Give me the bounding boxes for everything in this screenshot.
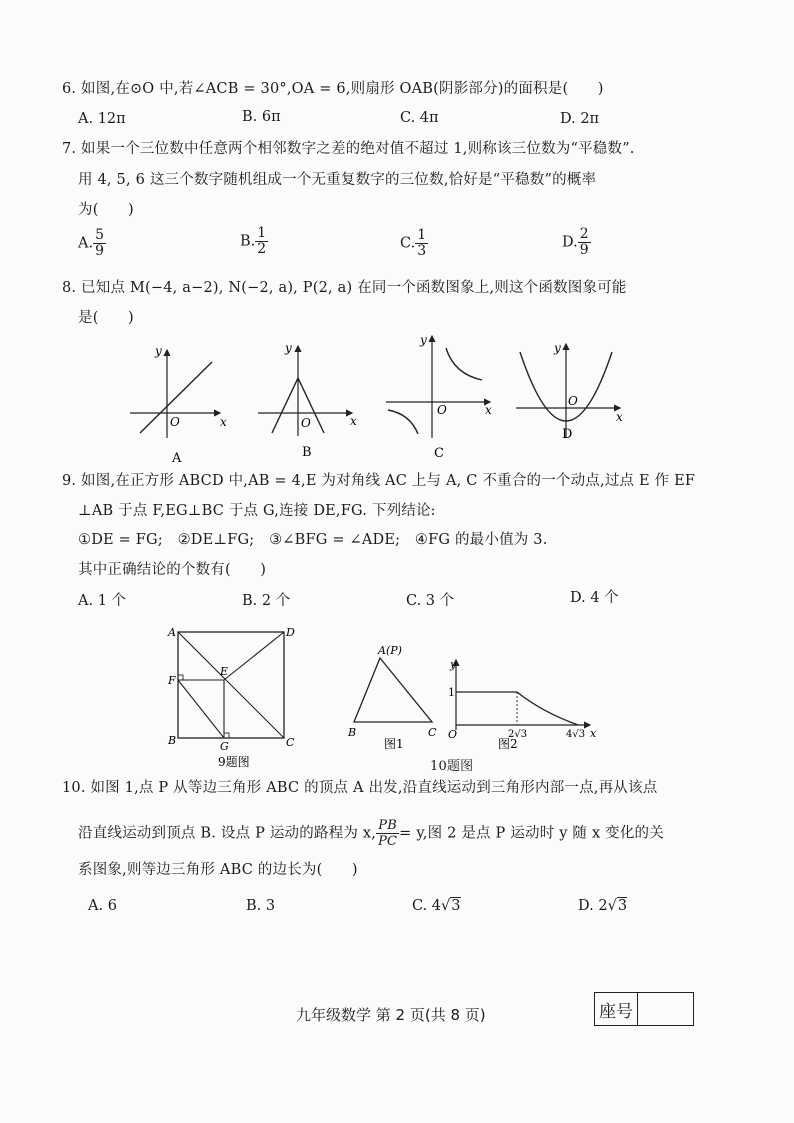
x-label: x xyxy=(590,727,597,740)
point-g: G xyxy=(220,740,229,753)
segment-de xyxy=(224,632,284,680)
q6-option-d: D. 2π xyxy=(560,111,600,127)
hyperbola-branch-1 xyxy=(446,348,482,380)
origin-label: O xyxy=(301,416,311,430)
q7-line-1: 7. 如果一个三位数中任意两个相邻数字之差的绝对值不超过 1,则称该三位数为“平稳数”. xyxy=(62,141,635,157)
q7-option-b: B. $\frac{1}{2}$ xyxy=(240,225,267,257)
diagonal-ac xyxy=(178,632,284,738)
seat-number-field[interactable] xyxy=(638,993,693,1025)
label-a-p: A(P) xyxy=(378,644,402,657)
x-label: x xyxy=(220,415,227,429)
graph-label: C xyxy=(434,446,444,461)
q7-option-d: D. $\frac{2}{9}$ xyxy=(562,226,589,258)
point-f: F xyxy=(168,674,176,687)
point-c: C xyxy=(286,736,295,749)
q9-option-c: C. 3 个 xyxy=(406,593,455,609)
q10-figure-caption: 10题图 xyxy=(430,759,474,774)
q9-line-3: ①DE = FG; ②DE⊥FG; ③∠BFG = ∠ADE; ④FG 的最小值为 3. xyxy=(78,532,548,548)
point-a: A xyxy=(168,626,176,639)
tick-4sqrt3: 4√3 xyxy=(566,729,586,740)
origin-label: O xyxy=(170,415,180,429)
graph-label: A xyxy=(172,451,182,466)
q10-figure-2 xyxy=(442,650,602,755)
q10-figure-1 xyxy=(340,640,450,755)
q8-graph-d xyxy=(512,338,632,468)
q7-option-a: A. $\frac{5}{9}$ xyxy=(78,227,105,259)
x-label: x xyxy=(485,403,492,417)
q8-line-1: 8. 已知点 M(−4, a−2), N(−2, a), P(2, a) 在同一个函数图象上,则这个函数图象可能 xyxy=(62,280,627,296)
label-c: C xyxy=(428,726,437,739)
q10-line-3: 系图象,则等边三角形 ABC 的边长为( ) xyxy=(78,862,358,878)
q7-line-3: 为( ) xyxy=(78,202,134,218)
q8-graph-c xyxy=(382,330,497,465)
y-label: y xyxy=(420,333,427,347)
y-label: y xyxy=(285,341,292,355)
fig2-caption: 图2 xyxy=(498,737,518,751)
point-b: B xyxy=(168,734,177,747)
q6-option-c: C. 4π xyxy=(400,110,439,126)
q8-line-2: 是( ) xyxy=(78,310,134,326)
x-label: x xyxy=(350,414,357,428)
fig1-caption: 图1 xyxy=(384,737,404,751)
y-label: y xyxy=(155,344,162,358)
origin-label: O xyxy=(437,403,447,417)
q10-option-c: C. 4√3 xyxy=(412,898,461,914)
q10-line-2: 沿直线运动到顶点 B. 设点 P 运动的路程为 x, $\frac{PB}{PC}$ = y,图 2 是点 P 运动时 y 随 x 变化的关 xyxy=(78,818,664,849)
q10-option-a: A. 6 xyxy=(88,898,117,914)
q7-line-2: 用 4, 5, 6 这三个数字随机组成一个无重复数字的三位数,恰好是“平稳数”的概率 xyxy=(78,172,597,188)
q9-option-a: A. 1 个 xyxy=(78,593,127,609)
q9-option-d: D. 4 个 xyxy=(570,590,619,606)
q6-option-b: B. 6π xyxy=(242,109,281,125)
segment-fg xyxy=(178,680,224,738)
q10-option-b: B. 3 xyxy=(246,898,276,914)
figure-caption: 9题图 xyxy=(218,755,250,769)
origin-label: O xyxy=(568,394,578,408)
q7-option-c: C. $\frac{1}{3}$ xyxy=(400,227,427,259)
q6-option-a: A. 12π xyxy=(78,111,126,127)
tick-one: 1 xyxy=(448,686,455,699)
tick-2sqrt3: 2√3 xyxy=(508,729,528,740)
hyperbola-branch-2 xyxy=(388,410,418,434)
q6-stem: 6. 如图,在⊙O 中,若∠ACB = 30°,OA = 6,则扇形 OAB(阴影部分)的面积是( ) xyxy=(62,81,604,97)
q9-option-b: B. 2 个 xyxy=(242,593,291,609)
graph-label: D xyxy=(562,427,573,442)
q10-option-d: D. 2√3 xyxy=(578,898,628,914)
seat-label: 座号 xyxy=(595,993,638,1025)
point-e: E xyxy=(220,665,229,678)
q8-graph-a xyxy=(122,338,232,468)
q9-line-1: 9. 如图,在正方形 ABCD 中,AB = 4,E 为对角线 AC 上与 A, C 不重合的一个动点,过点 E 作 EF xyxy=(62,473,696,489)
x-label: x xyxy=(616,410,623,424)
q10-line-1: 10. 如图 1,点 P 从等边三角形 ABC 的顶点 A 出发,沿直线运动到三角形内部一点,再从该点 xyxy=(62,780,658,796)
right-angle-g xyxy=(224,733,229,738)
decreasing-curve xyxy=(517,692,578,725)
y-label: y xyxy=(450,658,457,671)
label-b: B xyxy=(348,726,357,739)
triangle-abc xyxy=(354,658,432,722)
q8-graph-b xyxy=(252,338,362,468)
point-d: D xyxy=(286,626,295,639)
page-footer: 九年级数学 第 2 页(共 8 页) xyxy=(296,1006,486,1024)
right-angle-f xyxy=(178,675,183,680)
graph-label: B xyxy=(302,445,312,460)
y-label: y xyxy=(554,341,561,355)
q9-line-2: ⊥AB 于点 F,EG⊥BC 于点 G,连接 DE,FG. 下列结论: xyxy=(78,503,436,519)
q9-line-4: 其中正确结论的个数有( ) xyxy=(78,562,267,578)
q9-figure xyxy=(166,622,306,772)
seat-number-box xyxy=(594,992,694,1026)
origin-label: O xyxy=(448,728,458,741)
